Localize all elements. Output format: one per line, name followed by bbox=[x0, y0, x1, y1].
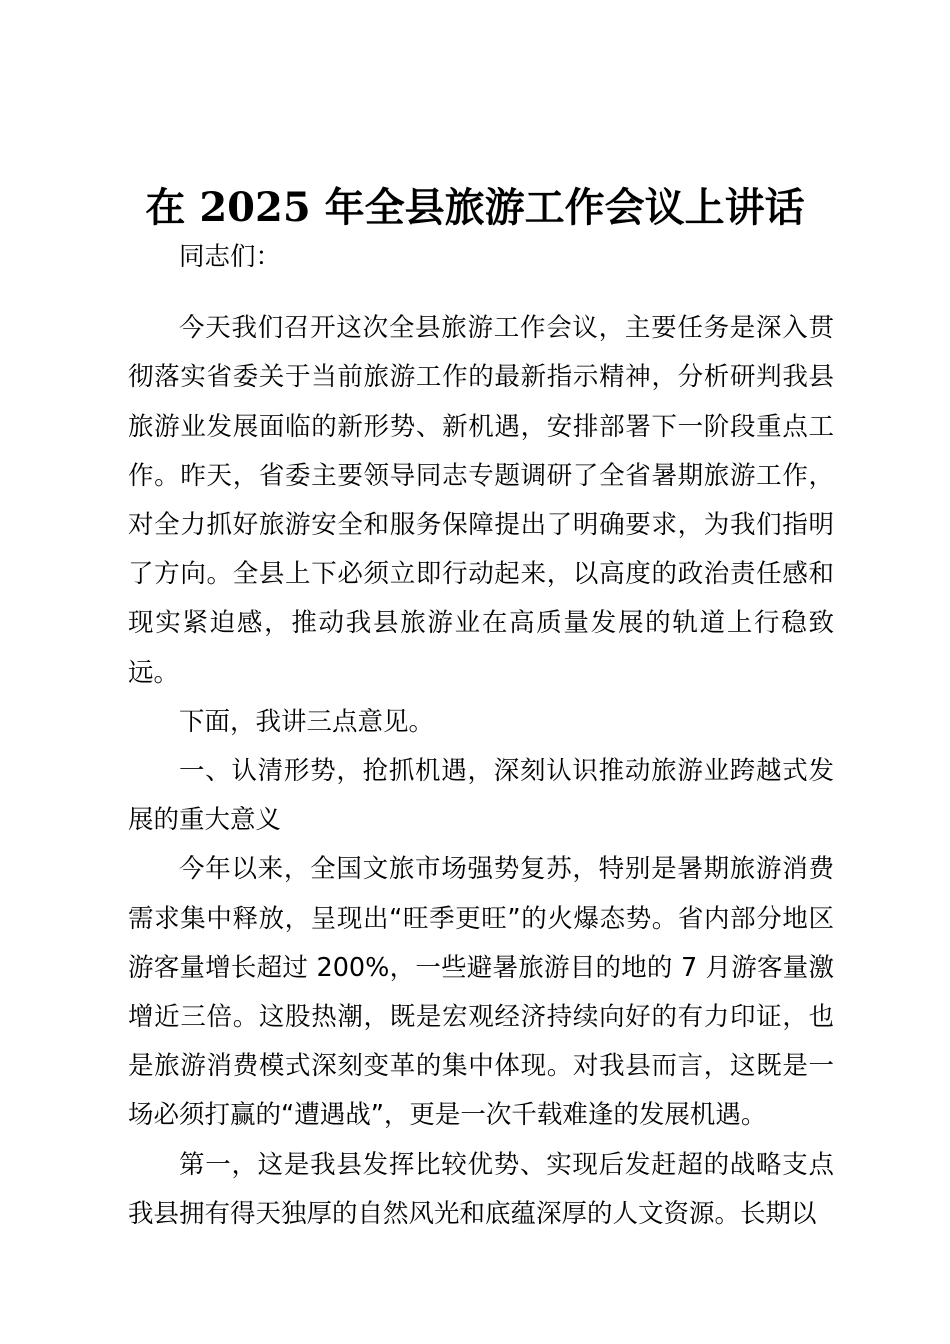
document-body bbox=[128, 233, 834, 1239]
salutation: 同志们： bbox=[179, 242, 282, 272]
paragraph-transition: 下面，我讲三点意见。 bbox=[179, 706, 435, 737]
document-title: 在 2025 年全县旅游工作会议上讲话 bbox=[145, 184, 805, 231]
paragraph-situation: 今年以来，全国文旅市场强势复苏，特别是暑期旅游消费需求集中释放，呈现出“旺季更旺”的火爆态势。省内部分地区游客量增长超过 200%，一些避暑旅游目的地的 7 月游客量激增近三倍。这股热潮，既是宏观经济持续向好的有力印证，也是旅游消费模式深刻变革的集中体现。对我县而言，这既是一场必须打赢的“遭遇战”，更是一次千载难逢的发展机遇。 bbox=[128, 854, 834, 1131]
paragraph-point-1: 第一，这是我县发挥比较优势、实现后发赶超的战略支点我县拥有得天独厚的自然风光和底蕴深厚的人文资源。长期以 bbox=[128, 1149, 834, 1229]
section-heading-1: 一、认清形势，抢抓机遇，深刻认识推动旅游业跨越式发展的重大意义 bbox=[128, 756, 834, 836]
paragraph-intro: 今天我们召开这次全县旅游工作会议，主要任务是深入贯彻落实省委关于当前旅游工作的最新指示精神，分析研判我县旅游业发展面临的新形势、新机遇，安排部署下一阶段重点工作。昨天，省委主要领导同志专题调研了全省暑期旅游工作，对全力抓好旅游安全和服务保障提出了明确要求，为我们指明了方向。全县上下必须立即行动起来，以高度的政治责任感和现实紧迫感，推动我县旅游业在高质量发展的轨道上行稳致远。 bbox=[128, 313, 834, 688]
